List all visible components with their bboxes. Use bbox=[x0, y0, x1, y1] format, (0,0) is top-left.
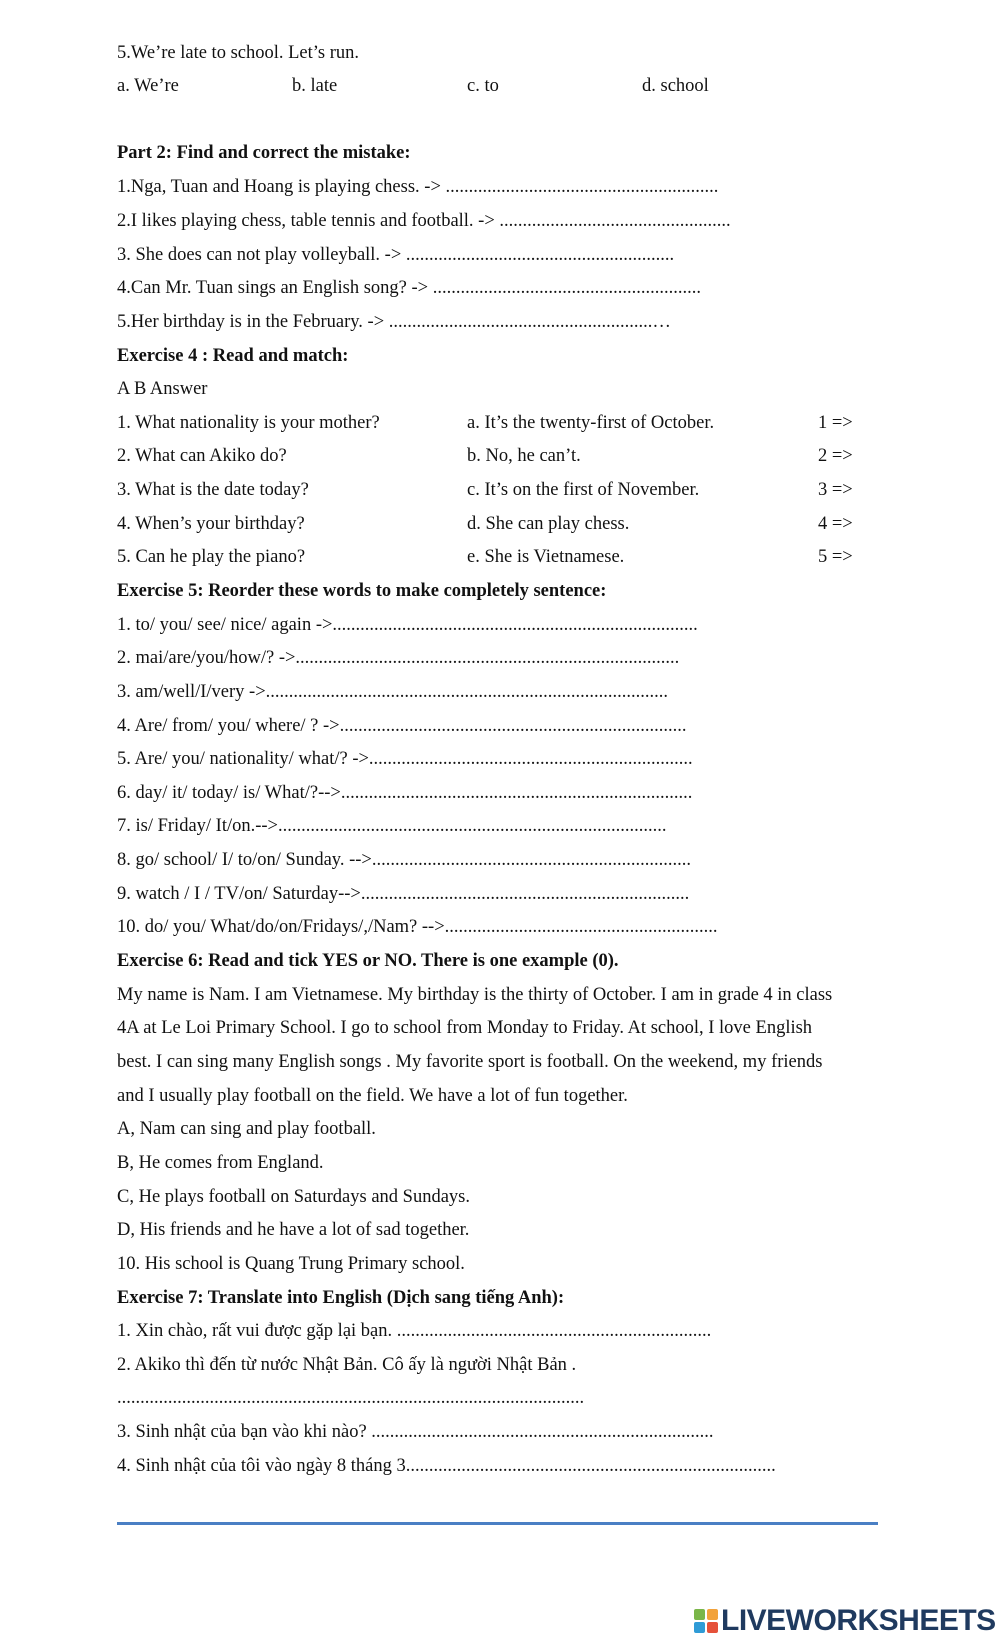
reorder-item[interactable]: 6. day/ it/ today/ is/ What/?-->............................................................................ bbox=[117, 783, 693, 803]
yes-no-statement[interactable]: A, Nam can sing and play football. bbox=[117, 1119, 376, 1139]
exercise4-title: Exercise 4 : Read and match: bbox=[117, 346, 349, 366]
match-answer-slot[interactable]: 5 => bbox=[818, 547, 853, 567]
passage-line: best. I can sing many English songs . My favorite sport is football. On the weekend, my friends bbox=[117, 1052, 823, 1072]
translate-item: 2. Akiko thì đến từ nước Nhật Bản. Cô ấy là người Nhật Bản . bbox=[117, 1355, 577, 1375]
match-answer-slot[interactable]: 2 => bbox=[818, 446, 853, 466]
reorder-item[interactable]: 10. do/ you/ What/do/on/Fridays/,/Nam? -->........................................................... bbox=[117, 917, 718, 937]
reorder-item[interactable]: 9. watch / I / TV/on/ Saturday-->....................................................................... bbox=[117, 884, 690, 904]
yes-no-statement[interactable]: 10. His school is Quang Trung Primary school. bbox=[117, 1254, 465, 1274]
passage-line: and I usually play football on the field. We have a lot of fun together. bbox=[117, 1086, 628, 1106]
reorder-item[interactable]: 2. mai/are/you/how/? ->................................................................................... bbox=[117, 648, 680, 668]
match-answer-slot[interactable]: 3 => bbox=[818, 480, 853, 500]
match-answer: d. She can play chess. bbox=[467, 514, 630, 534]
match-question: 5. Can he play the piano? bbox=[117, 547, 306, 567]
exercise5-title: Exercise 5: Reorder these words to make completely sentence: bbox=[117, 581, 607, 601]
logo-text: LIVEWORKSHEETS bbox=[721, 1604, 996, 1637]
match-answer-slot[interactable]: 4 => bbox=[818, 514, 853, 534]
part2-item[interactable]: 1.Nga, Tuan and Hoang is playing chess. -> ........................................................... bbox=[117, 177, 719, 197]
match-question: 1. What nationality is your mother? bbox=[117, 413, 380, 433]
passage-line: 4A at Le Loi Primary School. I go to school from Monday to Friday. At school, I love English bbox=[117, 1018, 813, 1038]
reorder-item[interactable]: 3. am/well/I/very ->....................................................................................... bbox=[117, 682, 668, 702]
reorder-item[interactable]: 8. go/ school/ I/ to/on/ Sunday. -->..................................................................... bbox=[117, 850, 691, 870]
part2-item[interactable]: 3. She does can not play volleyball. -> .......................................................... bbox=[117, 245, 675, 265]
passage-line: My name is Nam. I am Vietnamese. My birthday is the thirty of October. I am in grade 4 in class bbox=[117, 985, 833, 1005]
part2-item[interactable]: 2.I likes playing chess, table tennis and football. -> .................................................. bbox=[117, 211, 731, 231]
yes-no-statement[interactable]: C, He plays football on Saturdays and Sundays. bbox=[117, 1187, 470, 1207]
liveworksheets-logo-icon bbox=[694, 1609, 718, 1633]
liveworksheets-logo bbox=[694, 1606, 996, 1636]
reorder-item[interactable]: 1. to/ you/ see/ nice/ again ->............................................................................... bbox=[117, 615, 698, 635]
exercise4-header: A B Answer bbox=[117, 379, 208, 399]
part2-item[interactable]: 4.Can Mr. Tuan sings an English song? -> .......................................................... bbox=[117, 278, 701, 298]
match-question: 4. When’s your birthday? bbox=[117, 514, 305, 534]
reorder-item[interactable]: 7. is/ Friday/ It/on.-->.................................................................................... bbox=[117, 816, 667, 836]
exercise7-title: Exercise 7: Translate into English (Dịch sang tiếng Anh): bbox=[117, 1288, 565, 1308]
q5-option-c[interactable]: c. to bbox=[467, 76, 499, 96]
q5-question: 5.We’re late to school. Let’s run. bbox=[117, 43, 360, 63]
exercise6-title: Exercise 6: Read and tick YES or NO. There is one example (0). bbox=[117, 951, 619, 971]
translate-answer-line[interactable]: ..................................................................................................... bbox=[117, 1388, 585, 1408]
part2-item[interactable]: 5.Her birthday is in the February. -> .........................................................… bbox=[117, 312, 671, 332]
reorder-item[interactable]: 4. Are/ from/ you/ where/ ? ->........................................................................... bbox=[117, 716, 687, 736]
bottom-rule bbox=[117, 1522, 878, 1525]
translate-item[interactable]: 3. Sinh nhật của bạn vào khi nào? .......................................................................... bbox=[117, 1422, 714, 1442]
yes-no-statement[interactable]: B, He comes from England. bbox=[117, 1153, 324, 1173]
q5-option-a[interactable]: a. We’re bbox=[117, 76, 179, 96]
match-question: 2. What can Akiko do? bbox=[117, 446, 287, 466]
q5-option-b[interactable]: b. late bbox=[292, 76, 338, 96]
match-answer: e. She is Vietnamese. bbox=[467, 547, 625, 567]
reorder-item[interactable]: 5. Are/ you/ nationality/ what/? ->...................................................................... bbox=[117, 749, 693, 769]
match-answer-slot[interactable]: 1 => bbox=[818, 413, 853, 433]
match-answer: c. It’s on the first of November. bbox=[467, 480, 700, 500]
translate-item[interactable]: 4. Sinh nhật của tôi vào ngày 8 tháng 3................................................................................ bbox=[117, 1456, 776, 1476]
yes-no-statement[interactable]: D, His friends and he have a lot of sad together. bbox=[117, 1220, 470, 1240]
match-answer: b. No, he can’t. bbox=[467, 446, 581, 466]
part2-title: Part 2: Find and correct the mistake: bbox=[117, 143, 411, 163]
match-answer: a. It’s the twenty-first of October. bbox=[467, 413, 715, 433]
match-question: 3. What is the date today? bbox=[117, 480, 309, 500]
q5-option-d[interactable]: d. school bbox=[642, 76, 709, 96]
translate-item[interactable]: 1. Xin chào, rất vui được gặp lại bạn. .................................................................... bbox=[117, 1321, 712, 1341]
